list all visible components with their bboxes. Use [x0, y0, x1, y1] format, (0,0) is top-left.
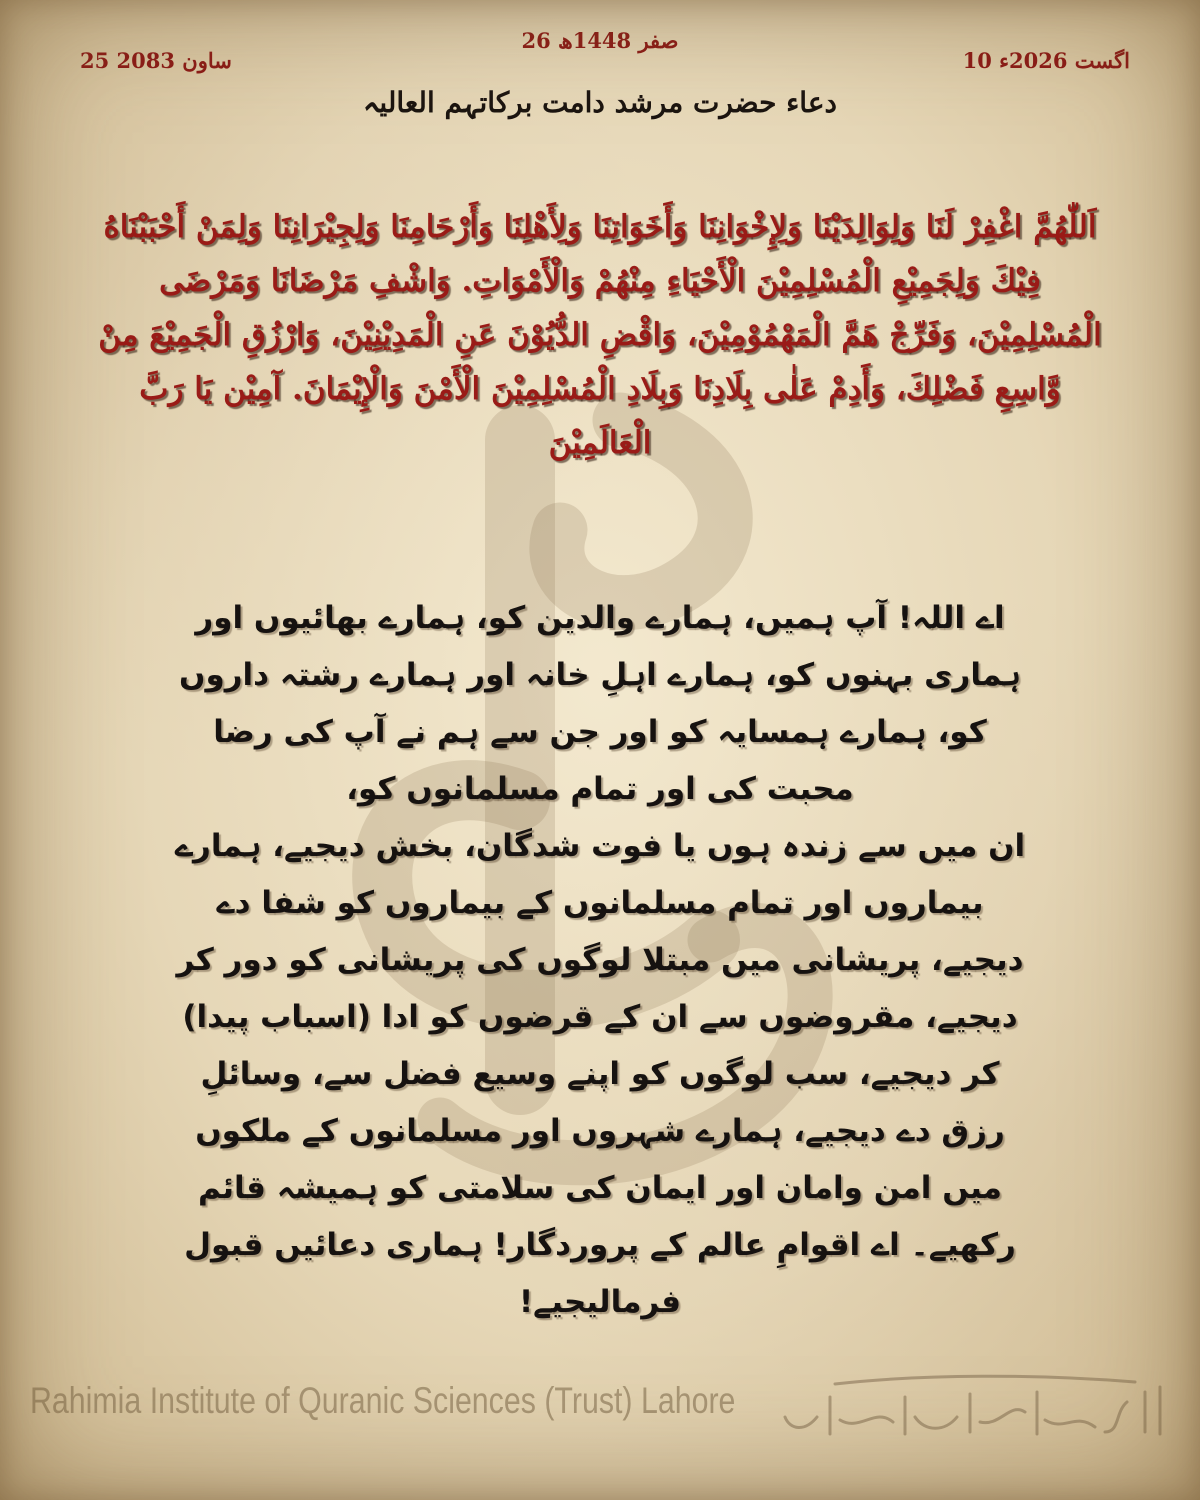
- institute-calligraphy-logo: [775, 1372, 1175, 1452]
- bikrami-date: 25 ساون 2083: [80, 48, 232, 73]
- footer-institute-name: Rahimia Institute of Quranic Sciences (Trust) Lahore: [30, 1380, 736, 1421]
- urdu-translation: [165, 590, 1035, 1331]
- urdu-paragraph: اے اللہ! آپ ہمیں، ہمارے والدین کو، ہمارے بھائیوں اور ہماری بہنوں کو، ہمارے اہلِ خانہ اور ہمارے رشتہ داروں کو، ہمارے ہمسایہ کو اور جن سے ہم نے آپ کی رضا محبت کی اور تمام مسلمانوں کو،: [178, 600, 1021, 807]
- arabic-dua-text: اَللّٰهُمَّ اغْفِرْ لَنَا وَلِوَالِدَيْنَا وَلِإِخْوَانِنَا وَأَخَوَاتِنَا وَلِأَهْلِنَا وَأَرْحَامِنَا وَلِجِيْرَانِنَا وَلِمَنْ أَحْبَبْنَاهُ فِيْكَ وَلِجَمِيْعِ الْمُسْلِمِيْنَ الْأَحْيَاءِ مِنْهُمْ وَالْأَمْوَاتِ. وَاشْفِ مَرْضَانَا وَمَرْضَى الْمُسْلِمِيْنَ، وَفَرِّجْ هَمَّ الْمَهْمُوْمِيْنَ، وَاقْضِ الدُّيُوْنَ عَنِ الْمَدِيْنِيْنَ، وَارْزُقِ الْجَمِيْعَ مِنْ وَّاسِعِ فَضْلِكَ، وَأَدِمْ عَلٰى بِلَادِنَا وَبِلَادِ الْمُسْلِمِيْنَ الْأَمْنَ وَالْإِيْمَانَ. آمِيْن يَا رَبَّ الْعَالَمِيْنَ: [98, 209, 1102, 461]
- gregorian-date: 10 اگست 2026ء: [962, 48, 1130, 73]
- page-title: دعاء حضرت مرشد دامت برکاتہم العالیہ: [362, 86, 838, 119]
- urdu-paragraph: ان میں سے زندہ ہوں یا فوت شدگان، بخش دیجیے، ہمارے بیماروں اور تمام مسلمانوں کے بیماروں کو شفا دے دیجیے، پریشانی میں مبتلا لوگوں کی پریشانی کو دور کر دیجیے، مقروضوں سے ان کے قرضوں کو ادا (اسباب پیدا) کر دیجیے، سب لوگوں کو اپنے وسیع فضل سے، وسائلِ رزق دے دیجیے، ہمارے شہروں اور مسلمانوں کے ملکوں میں امن وامان اور ایمان کی سلامتی کو ہمیشہ قائم رکھیے۔ اے اقوامِ عالم کے پروردگار! ہماری دعائیں قبول فرمالیجیے!: [174, 828, 1026, 1320]
- hijri-date: 26 صفر 1448ھ: [521, 28, 679, 53]
